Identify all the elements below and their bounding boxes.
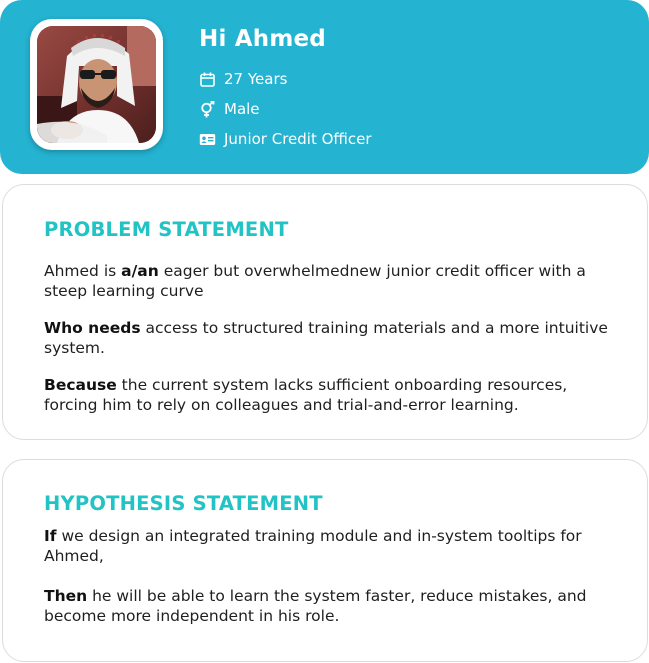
role-text: Junior Credit Officer: [224, 130, 372, 148]
problem-p1-rest: eager but overwhelmednew junior credit officer with a steep learning curve: [44, 262, 586, 300]
problem-paragraph-2: [44, 318, 624, 358]
gender-icon: [199, 101, 216, 118]
avatar-photo: [37, 26, 156, 143]
id-card-icon: [199, 131, 216, 148]
calendar-icon: [199, 71, 216, 88]
problem-p2-rest: access to structured training materials and a more intuitive system.: [44, 319, 608, 357]
age-text: 27 Years: [224, 70, 288, 88]
hypothesis-statement-title: HYPOTHESIS STATEMENT: [44, 492, 323, 515]
problem-statement-title: PROBLEM STATEMENT: [44, 218, 289, 241]
hypothesis-statement-card: [2, 459, 648, 662]
profile-name: Hi Ahmed: [199, 26, 326, 52]
problem-p1-text: Ahmed is: [44, 262, 122, 280]
profile-header: [0, 0, 649, 174]
problem-p2-emphasis: Who needs: [44, 319, 141, 337]
role-row: [199, 128, 372, 150]
avatar: [37, 26, 156, 143]
hypothesis-p1-emphasis: If: [44, 527, 57, 545]
problem-p3-rest: the current system lacks sufficient onboarding resources, forcing him to rely on colleagues and trial-and-error learning.: [44, 376, 568, 414]
hypothesis-p2-emphasis: Then: [44, 587, 88, 605]
hypothesis-p2-rest: he will be able to learn the system faster, reduce mistakes, and become more independent in his role.: [44, 587, 587, 625]
hypothesis-paragraph-2: [44, 586, 624, 626]
gender-text: Male: [224, 100, 260, 118]
avatar-frame: [30, 19, 163, 150]
problem-p3-emphasis: Because: [44, 376, 117, 394]
hypothesis-p1-rest: we design an integrated training module and in-system tooltips for Ahmed,: [44, 527, 582, 565]
problem-paragraph-1: [44, 261, 624, 301]
hypothesis-paragraph-1: [44, 526, 624, 566]
problem-statement-card: [2, 184, 648, 440]
problem-p1-emphasis: a/an: [121, 262, 159, 280]
age-row: [199, 68, 287, 90]
problem-paragraph-3: [44, 375, 624, 415]
gender-row: [199, 98, 260, 120]
